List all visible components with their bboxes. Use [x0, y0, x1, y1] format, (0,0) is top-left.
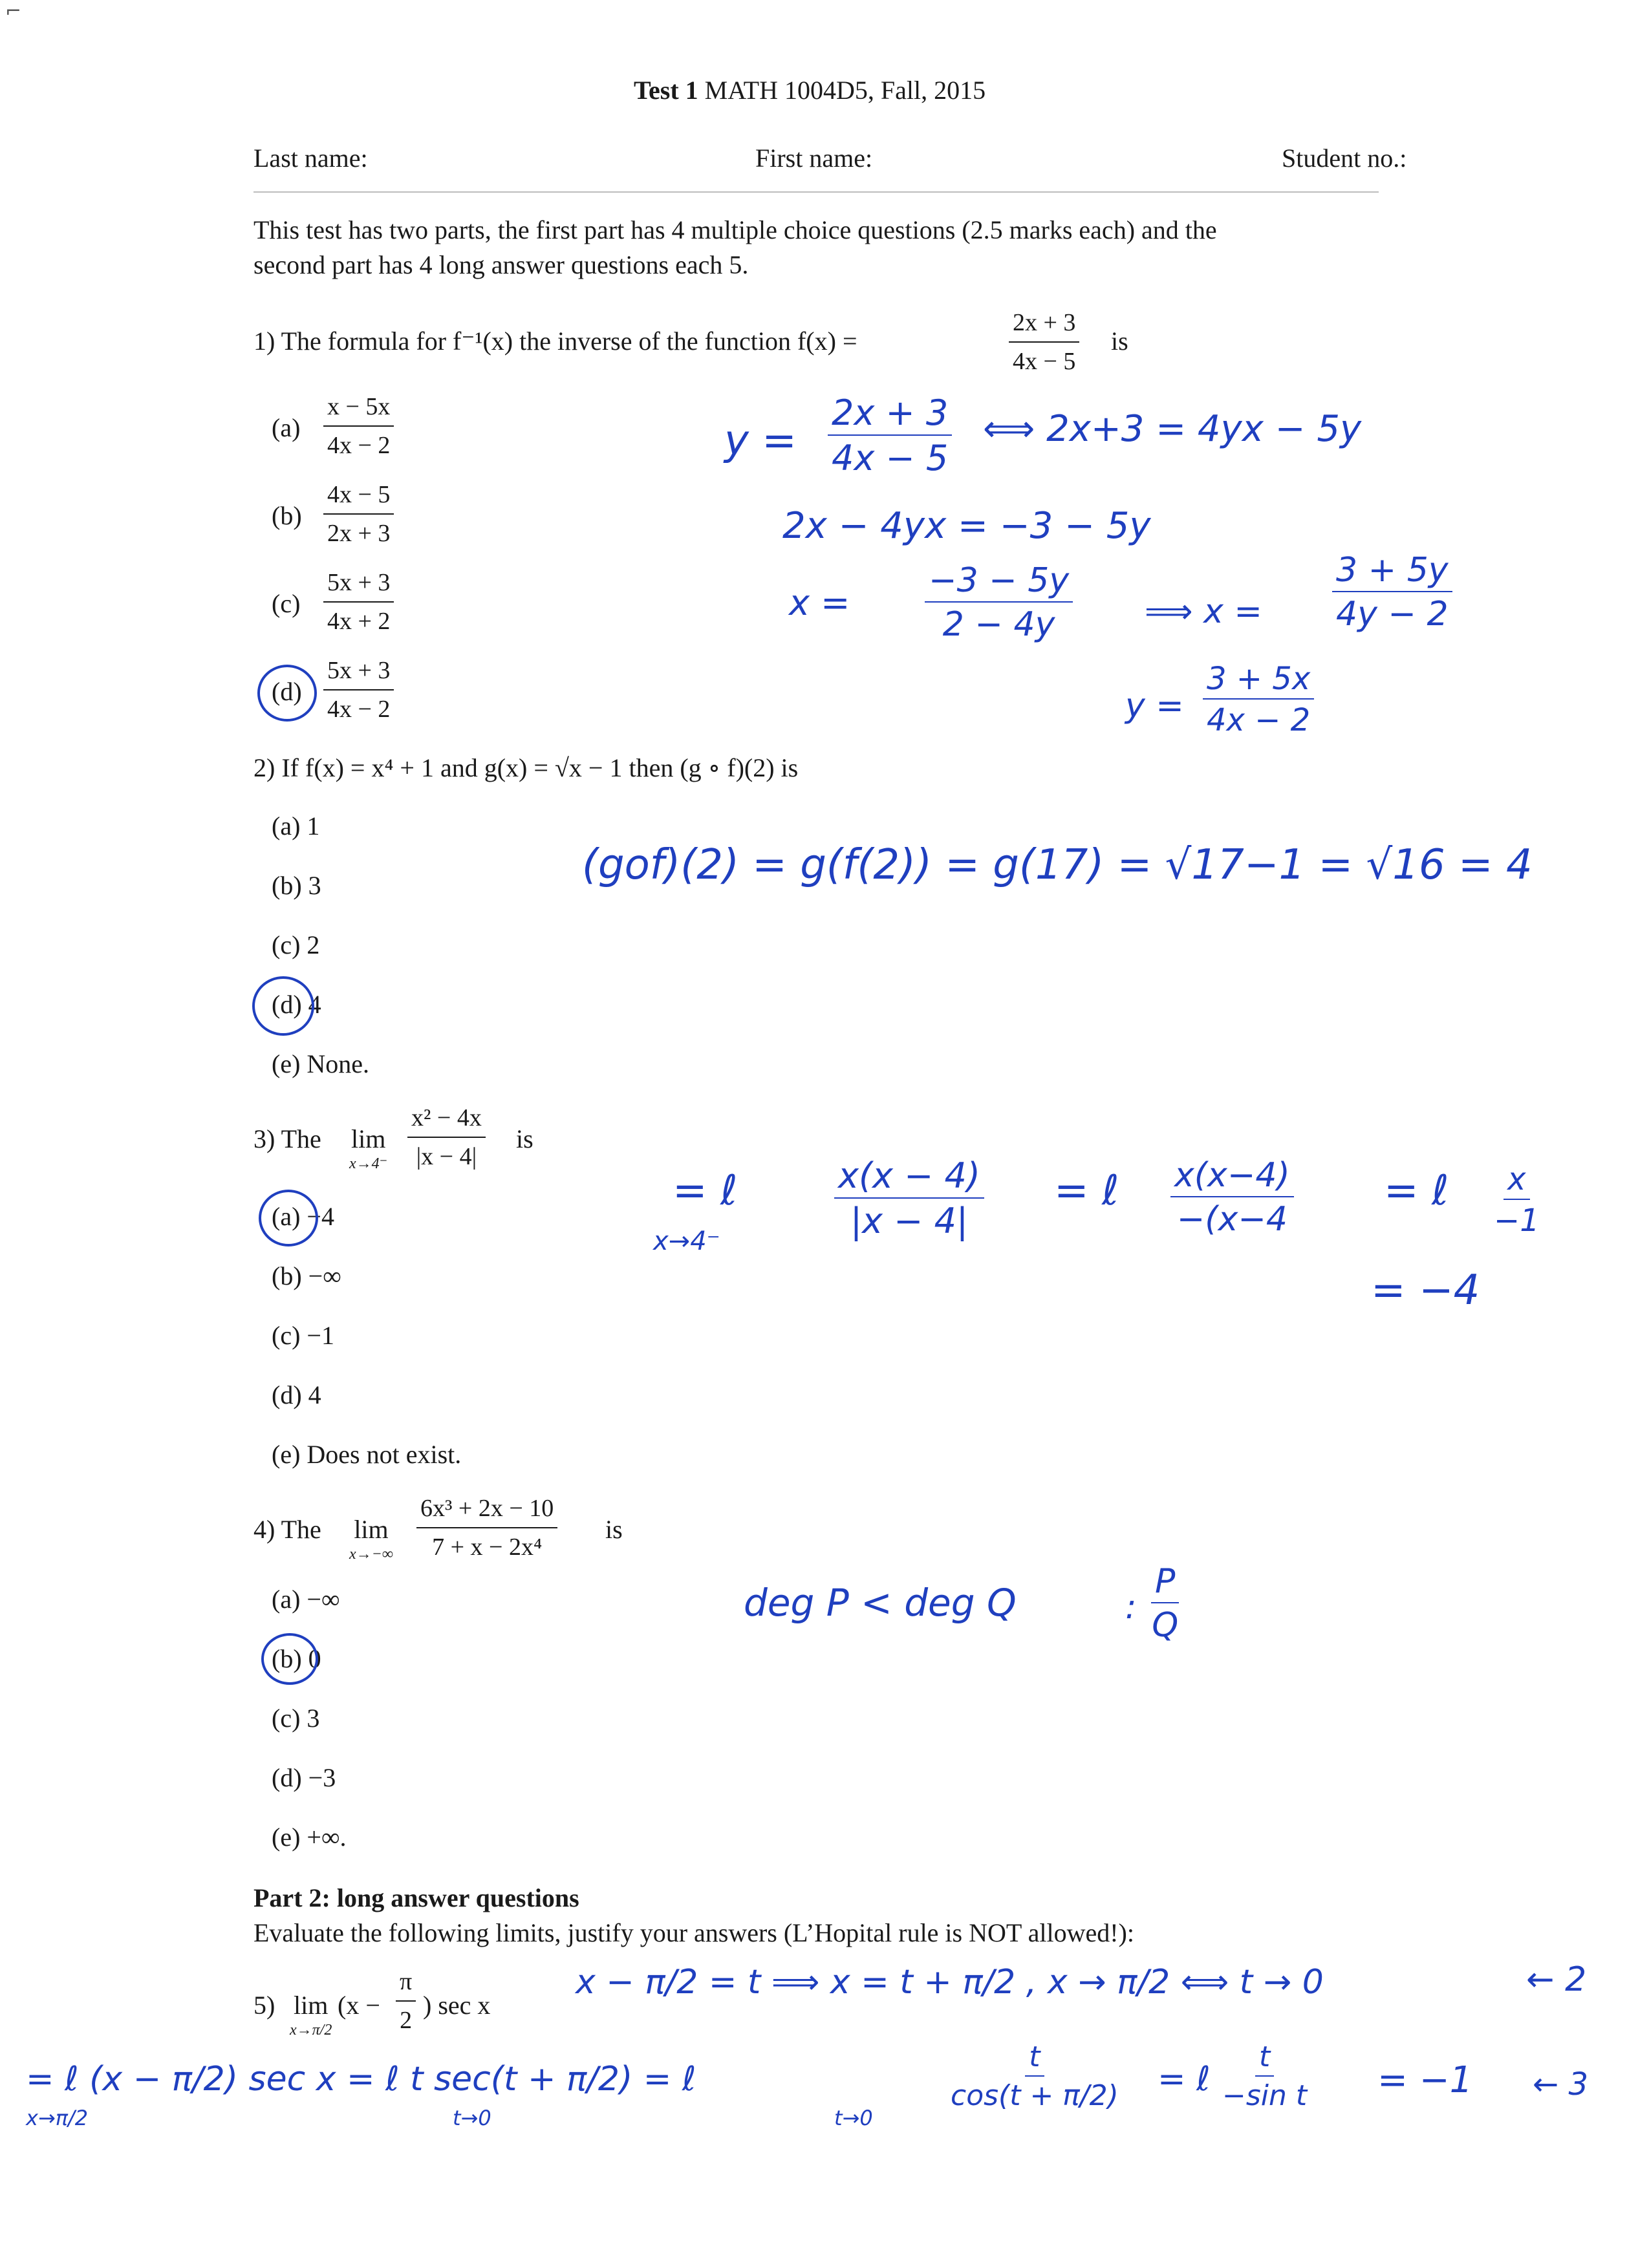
hw-q5-line1: x − π/2 = t ⟹ x = t + π/2 , x → π/2 ⟺ t → 0 — [576, 1963, 1324, 2002]
q2-opt-a: (a) 1 — [272, 811, 320, 840]
q1-opt-a-num: x − 5x — [323, 393, 394, 427]
page-title — [634, 78, 986, 103]
q4-opt-d: (d) −3 — [272, 1763, 336, 1792]
q5-lim-sub: x→π/2 — [290, 2022, 332, 2038]
q1-opt-b-num: 4x − 5 — [323, 481, 394, 515]
q3-opt-c: (c) −1 — [272, 1321, 334, 1350]
hw-q5-frac2-den: −sin t — [1222, 2079, 1308, 2112]
hw-q1-y-eq: y = — [724, 417, 797, 465]
q4-fraction — [416, 1495, 557, 1561]
q1-opt-d-den: 4x − 2 — [327, 695, 391, 723]
q3-fraction — [407, 1104, 486, 1171]
hw-q1-y-final-eq: y = — [1125, 687, 1184, 725]
hw-q4-frac-den: Q — [1152, 1606, 1179, 1645]
q5-den: 2 — [400, 2006, 413, 2034]
part2-title: Part 2: long answer questions — [253, 1883, 579, 1912]
q3-num: x² − 4x — [407, 1104, 486, 1138]
q4-answer-circle — [261, 1633, 318, 1685]
q3-tail: is — [516, 1124, 534, 1153]
hw-q1-frac1 — [828, 392, 952, 478]
hw-q2-work: (gof)(2) = g(f(2)) = g(17) = √17−1 = √16 = 4 — [582, 841, 1533, 889]
hw-q1-frac4-den: 4x − 2 — [1207, 702, 1311, 738]
q2-opt-e: (e) None. — [272, 1049, 370, 1078]
q5-num: π — [396, 1968, 416, 2002]
hw-q5-sub3: t→0 — [834, 2106, 873, 2130]
hw-q5-eq2: = ℓ — [1158, 2060, 1211, 2099]
q4-tail: is — [605, 1515, 623, 1544]
hw-q5-frac1-num: t — [1025, 2043, 1044, 2077]
q5-limit — [290, 1993, 332, 2038]
q1-opt-c-label: (c) — [272, 589, 301, 618]
hw-q3-frac3-den: −1 — [1494, 1203, 1540, 1239]
q2-stem: 2) If f(x) = x⁴ + 1 and g(x) = √x − 1 then (g ∘ f)(2) is — [253, 753, 799, 782]
q3-lim-sub: x→4⁻ — [349, 1155, 388, 1172]
hw-q3-eq2: = ℓ — [1054, 1167, 1119, 1215]
hw-q1-equiv: ⟺ 2x+3 = 4yx − 5y — [983, 408, 1362, 450]
last-name-label: Last name: — [253, 144, 368, 173]
hw-q1-frac2-den: 2 − 4y — [942, 605, 1055, 644]
q4-num: 6x³ + 2x − 10 — [416, 1495, 557, 1528]
q3-opt-b: (b) −∞ — [272, 1261, 341, 1290]
hw-q1-line2: 2x − 4yx = −3 − 5y — [782, 505, 1151, 547]
q1-opt-d-frac — [323, 657, 394, 723]
q1-opt-a-label: (a) — [272, 413, 301, 442]
hw-q3-frac3-num: x — [1503, 1164, 1529, 1200]
hw-q5-frac1 — [951, 2040, 1119, 2112]
hw-q5-frac1-den: cos(t + π/2) — [951, 2079, 1119, 2112]
q4-limit — [349, 1517, 393, 1562]
hw-q3-eq3: = ℓ — [1384, 1167, 1449, 1215]
hw-q5-score2: ← 3 — [1533, 2066, 1589, 2102]
hw-q3-frac3 — [1494, 1161, 1540, 1239]
hw-q3-frac2-num: x(x−4) — [1170, 1159, 1294, 1197]
q1-opt-d-label: (d) — [272, 677, 302, 706]
q5-prefix: 5) — [253, 1991, 275, 2020]
q2-opt-d: (d) 4 — [272, 990, 321, 1019]
hw-q1-frac1-num: 2x + 3 — [828, 396, 952, 436]
hw-q3-sub: x→4⁻ — [653, 1226, 720, 1256]
intro-line-2: second part has 4 long answer questions each 5. — [253, 250, 749, 279]
hw-q3-frac1-num: x(x − 4) — [834, 1159, 984, 1199]
hw-q1-frac4-num: 3 + 5x — [1203, 663, 1314, 700]
q5-lim-word: lim — [294, 1991, 329, 2020]
hw-q4-frac — [1151, 1562, 1179, 1645]
title-rest: MATH 1004D5, Fall, 2015 — [704, 76, 986, 105]
hw-q3-eq1: = ℓ — [673, 1167, 738, 1215]
hw-q5-sub2: t→0 — [453, 2106, 491, 2130]
hw-q5-frac2 — [1222, 2040, 1308, 2112]
part2-instructions: Evaluate the following limits, justify your answers (L’Hopital rule is NOT allowed!): — [253, 1918, 1134, 1947]
hw-q3-result: = −4 — [1371, 1267, 1480, 1314]
q3-prefix: 3) The — [253, 1124, 321, 1153]
header-rule — [253, 191, 1379, 193]
hw-q5-result: = −1 — [1377, 2059, 1473, 2101]
q3-opt-e: (e) Does not exist. — [272, 1440, 462, 1469]
hw-q5-score1: ← 2 — [1526, 1960, 1587, 1999]
corner-mark: ⌐ — [5, 0, 22, 23]
q1-opt-a-den: 4x − 2 — [327, 431, 391, 459]
q5-expr-b: ) sec x — [423, 1991, 491, 2020]
hw-q3-frac1-den: |x − 4| — [850, 1201, 969, 1241]
hw-q1-implies: ⟹ x = — [1145, 592, 1262, 631]
student-no-label: Student no.: — [1282, 144, 1407, 173]
hw-q1-frac1-den: 4x − 5 — [832, 438, 949, 478]
hw-q5-line2a: = ℓ (x − π/2) sec x = ℓ t sec(t + π/2) = ℓ — [26, 2060, 696, 2099]
hw-q1-frac2-num: −3 − 5y — [925, 564, 1073, 603]
q1-answer-circle — [257, 665, 317, 722]
q4-den: 7 + x − 2x⁴ — [432, 1533, 543, 1561]
hw-q3-frac2 — [1170, 1156, 1294, 1239]
hw-q5-sub1: x→π/2 — [26, 2106, 89, 2130]
q3-limit — [349, 1126, 387, 1171]
hw-q1-frac4 — [1203, 663, 1314, 736]
q2-opt-c: (c) 2 — [272, 930, 320, 959]
hw-q4-frac-num: P — [1151, 1565, 1179, 1603]
q3-den: |x − 4| — [416, 1142, 477, 1170]
hw-q4-colon: : — [1125, 1588, 1137, 1627]
q1-opt-d-num: 5x + 3 — [323, 657, 394, 690]
q4-opt-a: (a) −∞ — [272, 1585, 340, 1614]
hw-q1-frac2 — [925, 561, 1073, 644]
intro-line-1: This test has two parts, the first part has 4 multiple choice questions (2.5 marks each) and the — [253, 215, 1217, 244]
q3-opt-a: (a) −4 — [272, 1202, 334, 1231]
hw-q1-frac3-den: 4y − 2 — [1336, 595, 1449, 634]
q4-opt-b: (b) 0 — [272, 1644, 321, 1673]
hw-q5-frac2-num: t — [1255, 2043, 1274, 2077]
hw-q3-frac2-den: −(x−4 — [1176, 1200, 1288, 1239]
q1-tail: is — [1111, 326, 1128, 356]
hw-q3-frac1 — [834, 1155, 984, 1241]
q4-lim-sub: x→−∞ — [349, 1546, 393, 1563]
hw-q1-x-eq: x = — [789, 583, 850, 623]
hw-q1-frac3-num: 3 + 5y — [1332, 553, 1452, 592]
q1-opt-a-frac — [323, 393, 394, 460]
q1-stem: 1) The formula for f⁻¹(x) the inverse of the function f(x) = — [253, 326, 857, 356]
q3-answer-circle — [259, 1190, 318, 1246]
q5-expr-a: (x − — [338, 1991, 380, 2020]
hw-q4-deg: deg P < deg Q — [744, 1581, 1017, 1625]
q2-answer-circle — [252, 976, 314, 1036]
q1-opt-b-den: 2x + 3 — [327, 519, 391, 547]
q1-den: 4x − 5 — [1013, 347, 1076, 375]
q4-prefix: 4) The — [253, 1515, 321, 1544]
q1-opt-c-num: 5x + 3 — [323, 569, 394, 603]
q2-opt-b: (b) 3 — [272, 871, 321, 900]
q4-lim-word: lim — [354, 1515, 389, 1544]
q4-opt-e: (e) +∞. — [272, 1823, 347, 1852]
q1-opt-c-frac — [323, 569, 394, 636]
q1-opt-b-frac — [323, 481, 394, 548]
q5-fraction — [396, 1968, 416, 2035]
q4-opt-c: (c) 3 — [272, 1704, 320, 1733]
hw-q1-frac3 — [1332, 551, 1452, 634]
q3-lim-word: lim — [350, 1124, 386, 1153]
q1-fraction — [1009, 309, 1079, 376]
title-bold: Test 1 — [634, 76, 698, 105]
q1-opt-b-label: (b) — [272, 501, 302, 530]
q1-num: 2x + 3 — [1009, 309, 1079, 343]
q1-opt-c-den: 4x + 2 — [327, 607, 391, 635]
first-name-label: First name: — [755, 144, 873, 173]
q3-opt-d: (d) 4 — [272, 1380, 321, 1409]
